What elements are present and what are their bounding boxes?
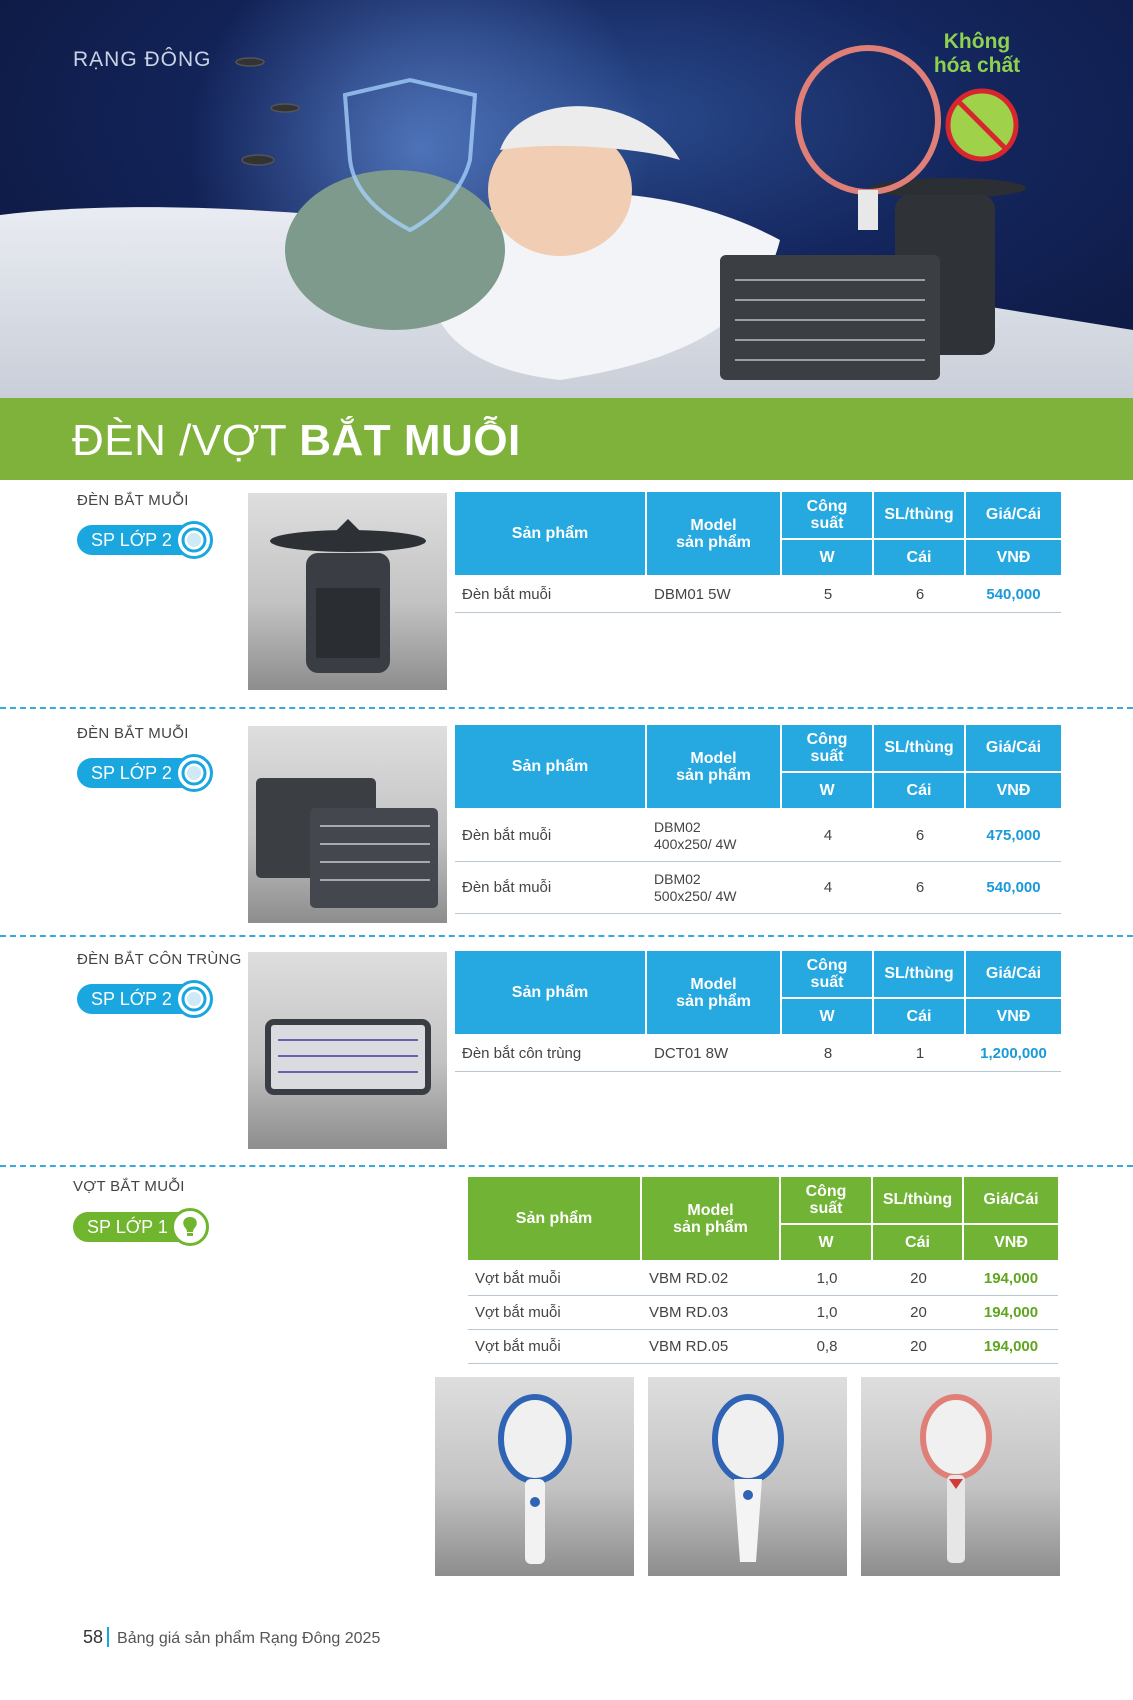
cell-price: 194,000 (964, 1262, 1058, 1296)
header-power-line1: Công (805, 1183, 847, 1200)
page-title-light: ĐÈN /VỢT (72, 416, 300, 465)
section-divider (0, 935, 1133, 937)
section-1-class-pill (77, 525, 205, 555)
header-unit-qty: Cái (873, 1225, 964, 1262)
cell-qty: 1 (874, 1036, 966, 1072)
no-chemical-label (922, 30, 1032, 78)
header-model-line1: Model (687, 1201, 734, 1219)
header-price: Giá/Cái (966, 725, 1061, 773)
header-price: Giá/Cái (964, 1177, 1058, 1225)
cell-product: Đèn bắt muỗi (455, 577, 647, 613)
cell-qty: 20 (873, 1330, 964, 1364)
cell-model: DCT01 8W (647, 1036, 782, 1072)
section-3-pill-text: SP LỚP 2 (91, 989, 172, 1009)
header-unit-qty: Cái (874, 773, 966, 810)
section-2-pill-text: SP LỚP 2 (91, 763, 172, 783)
cell-price: 475,000 (966, 810, 1061, 862)
price-table-section-4 (468, 1177, 1058, 1364)
header-model (642, 1177, 781, 1262)
header-model (647, 492, 782, 577)
price-table-section-1 (455, 492, 1061, 613)
header-unit-price: VNĐ (966, 999, 1061, 1036)
cell-model: DBM01 5W (647, 577, 782, 613)
header-power (782, 951, 874, 999)
header-power-line2: suất (810, 515, 844, 532)
product-photo-dbm02 (248, 726, 447, 923)
cell-product: Vợt bắt muỗi (468, 1262, 642, 1296)
header-price: Giá/Cái (966, 492, 1061, 540)
header-unit-power: W (782, 773, 874, 810)
section-4-pill-text: SP LỚP 1 (87, 1217, 168, 1237)
cell-power: 5 (782, 577, 874, 613)
header-power-line2: suất (810, 974, 844, 991)
header-unit-price: VNĐ (966, 773, 1061, 810)
section-divider (0, 707, 1133, 709)
cell-model: VBM RD.03 (642, 1296, 781, 1330)
cell-model: VBM RD.02 (642, 1262, 781, 1296)
header-unit-power: W (781, 1225, 873, 1262)
table-row (455, 810, 1061, 862)
header-unit-price: VNĐ (964, 1225, 1058, 1262)
no-chemical-line1: Không (943, 30, 1011, 53)
cell-qty: 6 (874, 810, 966, 862)
cell-power: 0,8 (781, 1330, 873, 1364)
table-row (455, 862, 1061, 914)
header-power-line1: Công (806, 731, 848, 748)
header-unit-qty: Cái (874, 999, 966, 1036)
cell-model (647, 862, 782, 914)
header-price: Giá/Cái (966, 951, 1061, 999)
cell-power: 4 (782, 810, 874, 862)
header-product: Sản phẩm (455, 492, 647, 577)
cell-product: Vợt bắt muỗi (468, 1330, 642, 1364)
cell-price: 540,000 (966, 577, 1061, 613)
header-unit-price: VNĐ (966, 540, 1061, 577)
cell-price: 540,000 (966, 862, 1061, 914)
header-model-line2: sản phẩm (676, 766, 751, 784)
lamp-ring-icon (175, 521, 213, 559)
header-product: Sản phẩm (455, 951, 647, 1036)
cell-price: 194,000 (964, 1296, 1058, 1330)
cell-model (647, 810, 782, 862)
header-model-line2: sản phẩm (676, 533, 751, 551)
product-photo-vbm-rd03 (648, 1377, 847, 1576)
price-table-section-3 (455, 951, 1061, 1072)
cell-qty: 6 (874, 862, 966, 914)
section-divider (0, 1165, 1133, 1167)
section-3-class-pill (77, 984, 205, 1014)
header-product: Sản phẩm (455, 725, 647, 810)
title-band (0, 398, 1133, 480)
header-qty: SL/thùng (874, 951, 966, 999)
header-product: Sản phẩm (468, 1177, 642, 1262)
table-row (468, 1330, 1058, 1364)
cell-product: Vợt bắt muỗi (468, 1296, 642, 1330)
header-unit-qty: Cái (874, 540, 966, 577)
table-row (468, 1296, 1058, 1330)
footer-text: Bảng giá sản phẩm Rạng Đông 2025 (117, 1630, 381, 1647)
section-4-class-pill (73, 1212, 201, 1242)
page-footer (83, 1627, 380, 1648)
cell-model-line1: DBM02 (654, 818, 701, 835)
header-power-line2: suất (809, 1200, 843, 1217)
product-photo-vbm-rd02 (435, 1377, 634, 1576)
section-2-class-pill (77, 758, 205, 788)
header-power-line1: Công (806, 957, 848, 974)
table-row (455, 1036, 1061, 1072)
cell-power: 4 (782, 862, 874, 914)
lamp-ring-icon (175, 980, 213, 1018)
section-4-label: VỢT BẮT MUỖI (73, 1178, 185, 1195)
header-power (782, 725, 874, 773)
header-qty: SL/thùng (874, 492, 966, 540)
cell-product: Đèn bắt côn trùng (455, 1036, 647, 1072)
header-qty: SL/thùng (874, 725, 966, 773)
header-model (647, 725, 782, 810)
brand-logo: RẠNG ĐÔNG (73, 48, 212, 71)
header-power-line1: Công (806, 498, 848, 515)
lightbulb-icon (171, 1208, 209, 1246)
page-title (72, 416, 521, 466)
cell-model-line1: DBM02 (654, 870, 701, 887)
header-model-line1: Model (690, 975, 737, 993)
section-1-label: ĐÈN BẮT MUỖI (77, 492, 189, 509)
cell-model-line2: 500x250/ 4W (654, 887, 737, 904)
section-2-label: ĐÈN BẮT MUỖI (77, 725, 189, 742)
cell-power: 1,0 (781, 1296, 873, 1330)
header-unit-power: W (782, 540, 874, 577)
header-power (782, 492, 874, 540)
cell-model-line2: 400x250/ 4W (654, 835, 737, 852)
section-1-pill-text: SP LỚP 2 (91, 530, 172, 550)
lamp-ring-icon (175, 754, 213, 792)
cell-qty: 6 (874, 577, 966, 613)
cell-power: 1,0 (781, 1262, 873, 1296)
header-qty: SL/thùng (873, 1177, 964, 1225)
header-power (781, 1177, 873, 1225)
no-chemical-line2: hóa chất (933, 54, 1021, 77)
cell-qty: 20 (873, 1296, 964, 1330)
header-power-line2: suất (810, 748, 844, 765)
cell-product: Đèn bắt muỗi (455, 862, 647, 914)
price-table-section-2 (455, 725, 1061, 914)
cell-price: 1,200,000 (966, 1036, 1061, 1072)
product-photo-vbm-rd05 (861, 1377, 1060, 1576)
header-unit-power: W (782, 999, 874, 1036)
cell-model: VBM RD.05 (642, 1330, 781, 1364)
table-row (468, 1262, 1058, 1296)
cell-power: 8 (782, 1036, 874, 1072)
cell-price: 194,000 (964, 1330, 1058, 1364)
cell-product: Đèn bắt muỗi (455, 810, 647, 862)
section-3-label: ĐÈN BẮT CÔN TRÙNG (77, 951, 242, 968)
header-model-line1: Model (690, 749, 737, 767)
header-model-line2: sản phẩm (673, 1218, 748, 1236)
header-model (647, 951, 782, 1036)
header-model-line2: sản phẩm (676, 992, 751, 1010)
hero-banner (0, 0, 1133, 398)
cell-qty: 20 (873, 1262, 964, 1296)
page-number: 58 (83, 1627, 109, 1647)
header-model-line1: Model (690, 516, 737, 534)
product-photo-dct01 (248, 952, 447, 1149)
product-photo-dbm01 (248, 493, 447, 690)
page-title-bold: BẮT MUỖI (299, 416, 521, 465)
table-row (455, 577, 1061, 613)
